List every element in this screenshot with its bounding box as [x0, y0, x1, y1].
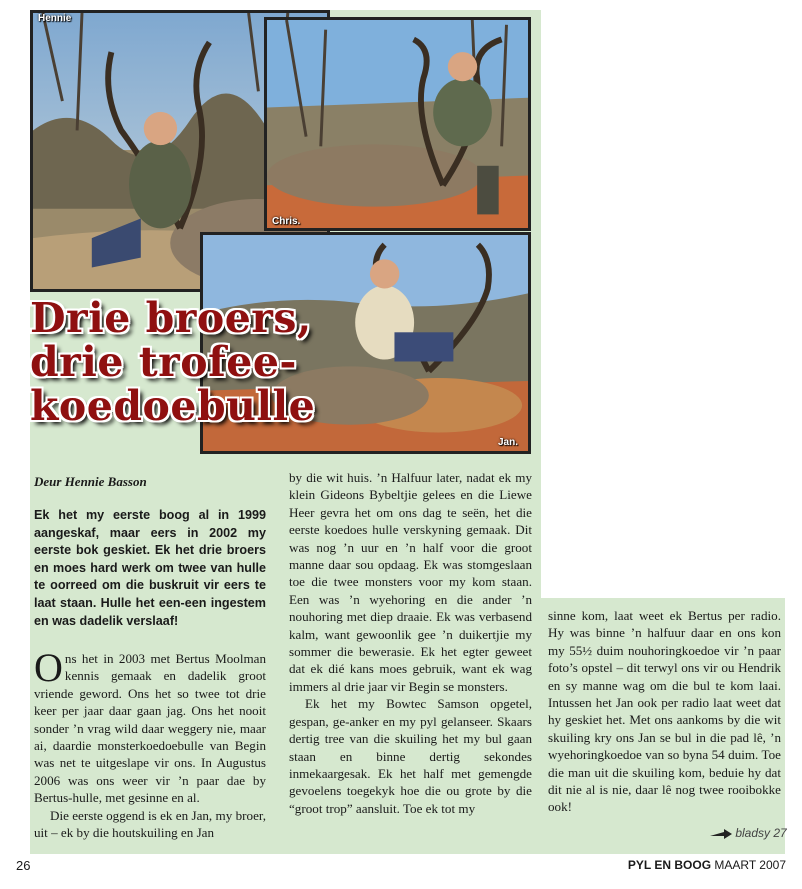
title-line-3: koedoebulle — [30, 382, 316, 430]
magazine-issue: MAART 2007 — [714, 858, 786, 872]
col3-paragraph-1: sinne kom, laat weet ek Bertus per radio. Hy was binne ’n halfuur daar en ons kon my 55½ duim nouhoringkoedoe vir ’n paar foto’s opstel – dit terwyl ons vir ou Hendrik en sy manne wag om die bul te kom laai. Intussen het Jan ook per radio laat weet dat hy geskiet het. Met ons aankoms by die wit skuiling kry ons Jan se bul in die pad lê, ’n wyehoringkoedoe van so byna 54 duim. Toe die man uit die skuiling kom, beduie hy dat dit nie al is nie, daar lê nog twee rooibokke ook! — [548, 608, 781, 815]
title-line-2: drie trofee- — [30, 338, 297, 386]
author-byline: Deur Hennie Basson — [34, 474, 147, 489]
col1-paragraph-2: Die eerste oggend is ek en Jan, my broer, uit – ek by die houtskuiling en Jan — [34, 807, 266, 841]
intro-paragraph: Ek het my eerste boog al in 1999 aangeskaf, maar eers in 2002 my eerste bok geskiet. Ek het drie broers en moes hard werk om twee van hulle te oorreed om die buskruit vir eers te laat staan. Hulle het een-een ingestem en was dadelik verslaaf! — [34, 508, 266, 628]
column-3 — [548, 607, 781, 816]
continued-marker[interactable] — [710, 826, 787, 840]
arrow-icon — [710, 829, 732, 839]
footer-magazine — [628, 858, 786, 872]
article-title — [30, 296, 360, 428]
col2-paragraph-1: by die wit huis. ’n Halfuur later, nadat ek my klein Gideons Bybeltjie gelees en die Liewe Heer gevra het om ons dag te seën, het die eerste koedoes hulle verskyning gemaak. Dit was nog ’n uur en ’n half voor die groot manne daar sou opdaag. Ek was stomgeslaan toe die twee monsters voor my kom staan. Een was ’n wyehoring en die ander ’n nouhoring met diep draaie. Ek was verbasend kalm, want gewoonlik gee ’n duikertjie my sommer die bewerasie. Ek het egter geweet dat ek dié kans moes gebruik, want ek wag immers al drie jaar vir Begin se monsters. — [289, 470, 532, 694]
photo-chris — [264, 17, 531, 231]
col2-paragraph-2: Ek het my Bowtec Samson opgetel, gespan, ge-anker en my pyl gelanseer. Skaars dertig tree van die skuiling het my bul gaan staan en binne dertig sekondes inmekaargesak. Ek het half met gemengde gevoelens toegekyk hoe die ou grote by die “groot trop” aansluit. Toe ek tot my — [289, 696, 532, 816]
caption-chris: Chris. — [272, 216, 301, 227]
column-2 — [289, 469, 532, 817]
column-1 — [34, 645, 266, 841]
dropcap: O — [34, 645, 63, 690]
continued-text: bladsy 27 — [735, 826, 787, 840]
caption-hennie: Hennie — [38, 13, 72, 24]
magazine-name: PYL EN BOOG — [627, 858, 712, 872]
page-number: 26 — [16, 858, 31, 873]
photo-chris-image — [267, 20, 528, 228]
title-line-1: Drie broers, — [30, 294, 312, 342]
col1-paragraph-1: Ons het in 2003 met Bertus Moolman kennis gemaak en dadelik groot vriende geword. Ons het so twee tot drie keer per jaar daar gaan jag. Ons het nooit sonder ’n vrag wild daar weggery nie, maar ai, daardie monsterkoedoebulle van Begin was net te uitgeslape vir ons. In Augustus 2006 was ons weer vir ’n paar dae by Bertus-hulle, met gesinne en al. — [34, 645, 266, 806]
caption-jan: Jan. — [498, 437, 519, 448]
